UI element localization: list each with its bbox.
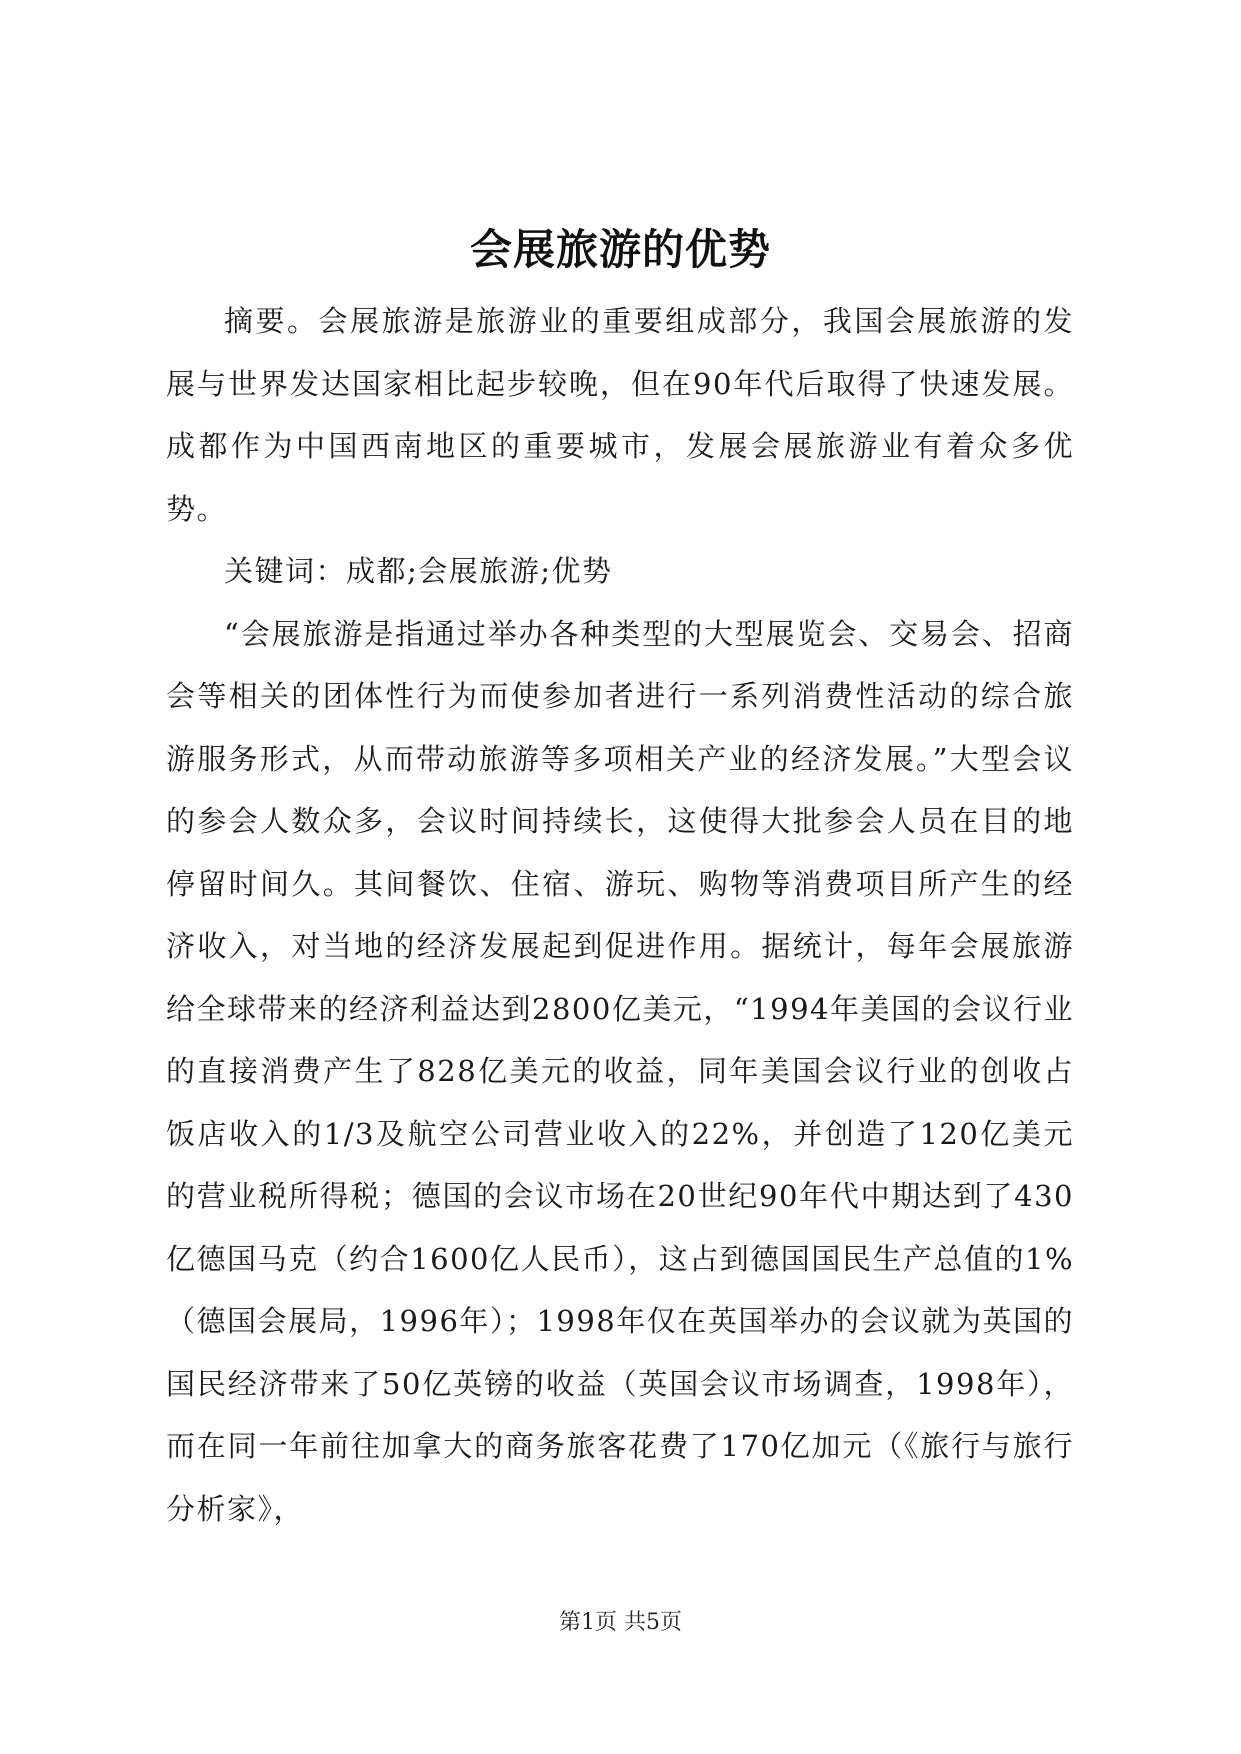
body-paragraph: “会展旅游是指通过举办各种类型的大型展览会、交易会、招商会等相关的团体性行为而使参加者进行一系列消费性活动的综合旅游服务形式，从而带动旅游等多项相关产业的经济发展。”大型会议的参会人数众多，会议时间持续长，这使得大批参会人员在目的地停留时间久。其间餐饮、住宿、游玩、购物等消费项目所产生的经济收入，对当地的经济发展起到促进作用。据统计，每年会展旅游给全球带来的经济利益达到2800亿美元，“1994年美国的会议行业的直接消费产生了828亿美元的收益，同年美国会议行业的创收占饭店收入的1/3及航空公司营业收入的22%，并创造了120亿美元的营业税所得税；德国的会议市场在20世纪90年代中期达到了430亿德国马克（约合1600亿人民币），这占到德国国民生产总值的1%（德国会展局，1996年）；1998年仅在英国举办的会议就为英国的国民经济带来了50亿英镑的收益（英国会议市场调查，1998年），而在同一年前往加拿大的商务旅客花费了170亿加元（《旅行与旅行分析家》， xyxy=(166,616,1074,1526)
document-title: 会展旅游的优势 xyxy=(469,225,771,274)
keywords-paragraph: 关键词：成都;会展旅游;优势 xyxy=(224,554,613,588)
page-number: 第1页 共5页 xyxy=(559,1610,682,1635)
abstract-paragraph: 摘要。会展旅游是旅游业的重要组成部分，我国会展旅游的发展与世界发达国家相比起步较晚，但在90年代后取得了快速发展。成都作为中国西南地区的重要城市，发展会展旅游业有着众多优势。 xyxy=(166,304,1074,526)
document-body xyxy=(166,290,1074,1540)
